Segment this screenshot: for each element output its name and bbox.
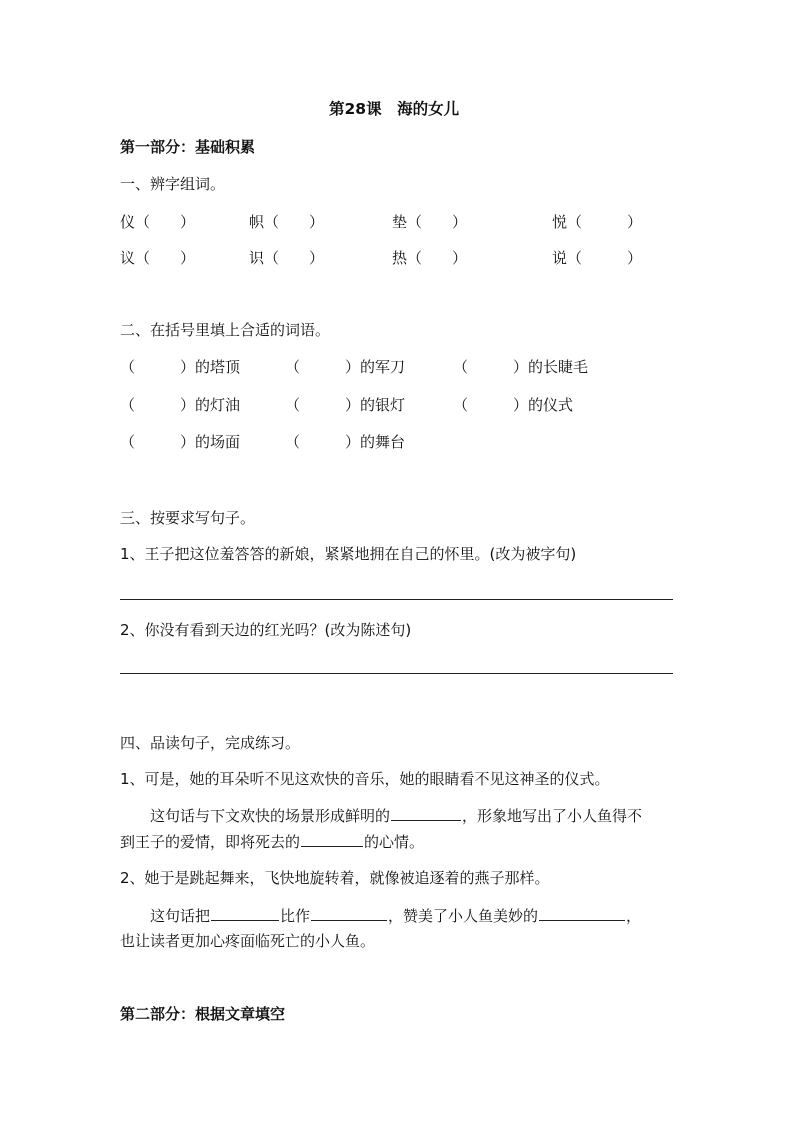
q2-item: （ ）的银灯 <box>285 396 406 414</box>
q4-p2-text-d: ， <box>626 907 642 925</box>
q1-item: 说（ ） <box>552 249 643 267</box>
q4-p2-text-b: 比作 <box>280 907 311 925</box>
part2-heading: 第二部分：根据文章填空 <box>120 1005 286 1023</box>
q4-heading: 四、品读句子，完成练习。 <box>120 734 301 752</box>
q1-item: 垫（ ） <box>392 213 468 231</box>
q4-paragraph-1-line-2 <box>120 831 424 852</box>
q2-item: （ ）的塔顶 <box>120 358 241 376</box>
q2-item: （ ）的长睫毛 <box>453 358 589 376</box>
q4-sentence-2: 2、她于是跳起舞来，飞快地旋转着，就像被追逐着的燕子那样。 <box>120 869 550 887</box>
fill-blank[interactable] <box>301 831 363 847</box>
q4-p1-text-b: ，形象地写出了小人鱼得不 <box>462 807 643 825</box>
fill-blank[interactable] <box>391 805 461 821</box>
q4-p2-text-a: 这句话把 <box>150 907 211 925</box>
fill-blank[interactable] <box>311 905 387 921</box>
q4-paragraph-1-line-1 <box>150 805 642 826</box>
fill-blank[interactable] <box>539 905 625 921</box>
part1-heading: 第一部分：基础积累 <box>120 138 256 156</box>
q2-item: （ ）的灯油 <box>120 396 241 414</box>
q1-item: 悦（ ） <box>552 213 643 231</box>
q4-paragraph-2-line-2: 也让读者更加心疼面临死亡的小人鱼。 <box>120 932 376 950</box>
q1-heading: 一、辨字组词。 <box>120 175 226 193</box>
answer-line[interactable] <box>120 599 673 600</box>
q1-item: 仪（ ） <box>120 213 196 231</box>
q4-p2-text-c: ，赞美了小人鱼美妙的 <box>388 907 539 925</box>
q4-p1-text-c: 到王子的爱情，即将死去的 <box>120 833 301 851</box>
q4-p1-text-d: 的心情。 <box>364 833 425 851</box>
fill-blank[interactable] <box>211 905 279 921</box>
page-title: 第28课 海的女儿 <box>329 100 460 118</box>
q2-item: （ ）的舞台 <box>285 433 406 451</box>
q3-heading: 三、按要求写句子。 <box>120 509 256 527</box>
q4-paragraph-2-line-1 <box>150 905 641 926</box>
q2-heading: 二、在括号里填上合适的词语。 <box>120 321 331 339</box>
q2-item: （ ）的军刀 <box>285 358 406 376</box>
q1-item: 热（ ） <box>392 249 468 267</box>
q4-sentence-1: 1、可是，她的耳朵听不见这欢快的音乐，她的眼睛看不见这神圣的仪式。 <box>120 770 610 788</box>
q1-item: 识（ ） <box>249 249 325 267</box>
q4-p1-text-a: 这句话与下文欢快的场景形成鲜明的 <box>150 807 391 825</box>
q3-sentence-1: 1、王子把这位羞答答的新娘，紧紧地拥在自己的怀里。(改为被字句) <box>120 545 577 563</box>
q2-item: （ ）的场面 <box>120 433 241 451</box>
q3-sentence-2: 2、你没有看到天边的红光吗？(改为陈述句) <box>120 621 412 639</box>
answer-line[interactable] <box>120 673 673 674</box>
q2-item: （ ）的仪式 <box>453 396 574 414</box>
q1-item: 帜（ ） <box>249 213 325 231</box>
q1-item: 议（ ） <box>120 249 196 267</box>
